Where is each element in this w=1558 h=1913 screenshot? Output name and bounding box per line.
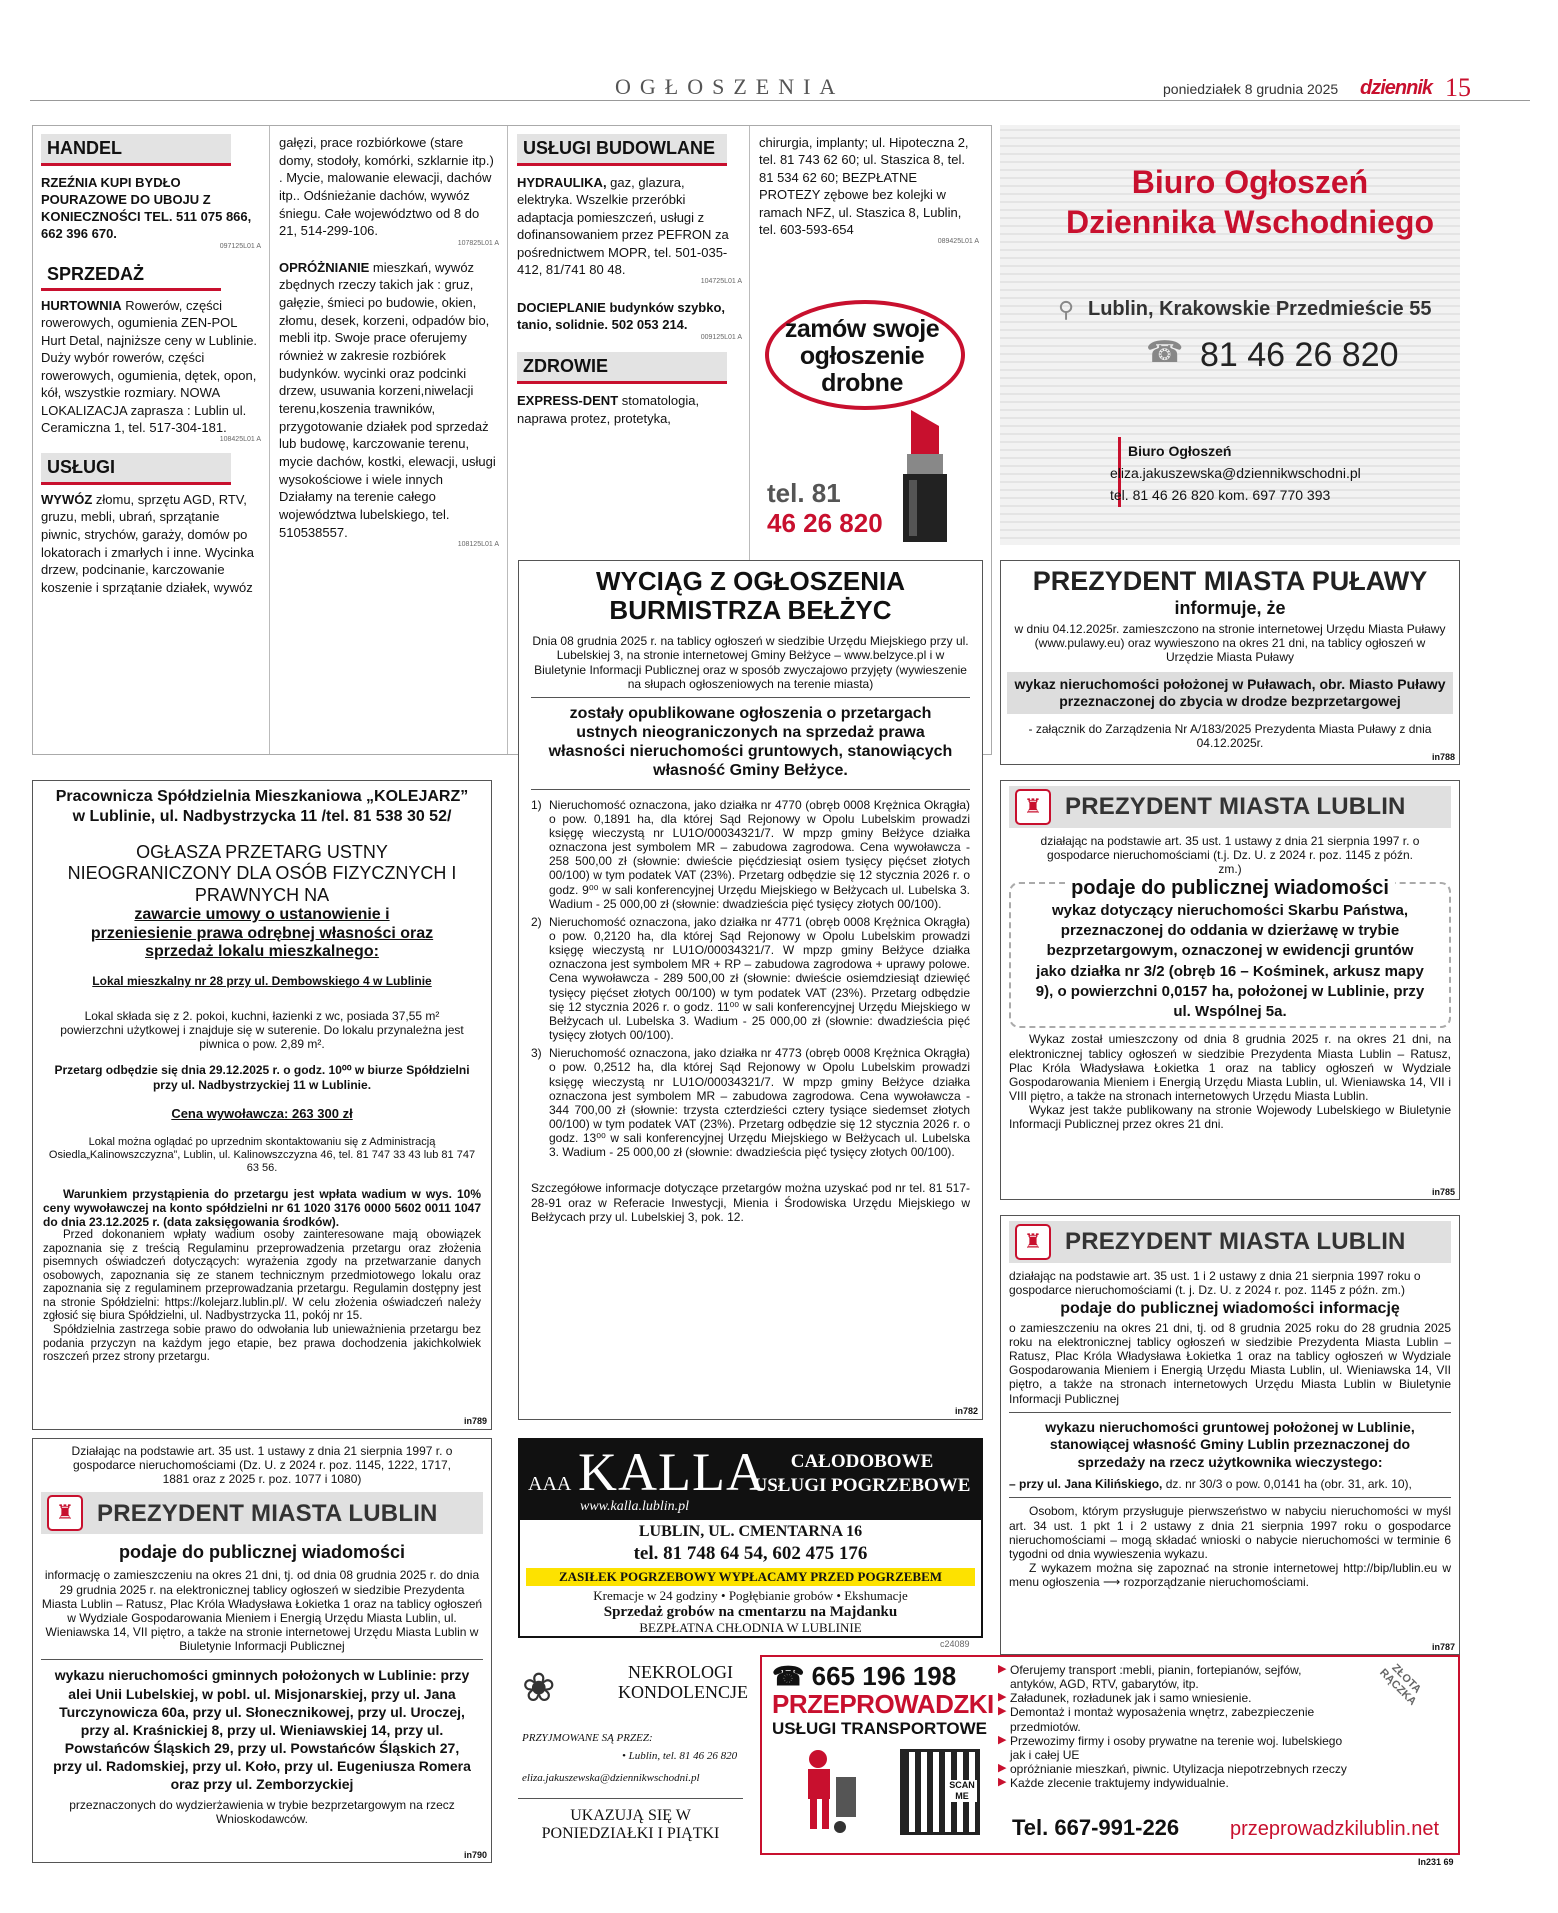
przeprowadzki-website[interactable]: przeprowadzkilublin.net xyxy=(1230,1818,1440,1840)
biuro-address: Lublin, Krakowskie Przedmieście 55 xyxy=(1088,298,1432,320)
biuro-title-2: Dziennika Wschodniego xyxy=(1065,204,1435,240)
pulawy-title: PREZYDENT MIASTA PUŁAWY xyxy=(1032,566,1428,596)
lublin1-dashed-frame xyxy=(1009,877,1451,1028)
list-item-text: Przewozimy firmy i osoby prywatne na terenie woj. lubelskiego jak i całej UE xyxy=(1010,1733,1343,1762)
notice-code: in787 xyxy=(1431,1642,1455,1653)
ad-code: In231 69 xyxy=(1418,1857,1454,1867)
promo-tel-number: 46 26 820 xyxy=(767,508,883,538)
item-text: Nieruchomość oznaczona, jako działka nr 4770 (obręb 0008 Krężnica Okrągła) o pow. 0,1891 ha, dla której Sąd Rejonowy w Opolu Lubelskim prowadzi księgę wieczystą nr LU1O/00034321/7. W mpzp gminy Bełżyce działka oznaczona jest symbolem MR – zabudowa zagrodowa. Cena wywoławcza - 258 500,00 zł (słownie: dwieście pięćdziesiąt osiem tysięcy pięćset złotych 00/100) w tym podatek VAT (23%). Przetarg odbędzie się 12 stycznia 2026 r. o godz. 9⁰⁰ w sali konferencyjnej Urzędu Miejskiego w Bełżycach ul. Lubelska 3. Wadium - 25 000,00 zł (słownie: dwadzieścia pięć tysięcy złotych 00/100). xyxy=(549,797,970,911)
nekrologi-title-2: KONDOLENCJE xyxy=(618,1682,748,1702)
kolejarz-p1: Lokal składa się z 2. pokoi, kuchni, łazienki z wc, posiada 37,55 m² powierzchni użytkowej i znajduje się w suterenie. Do lokalu przynależna jest piwnica o pow. 2,89 m². xyxy=(60,1008,464,1052)
lublin-header xyxy=(1009,786,1451,828)
ad-code: 108425L01 A xyxy=(219,436,261,444)
ad-text: Rowerów, części rowerowych, ogumienia ZEN-POL Hurt Detal, najniższe ceny w Lublinie. Duży wybór rowerów, części rowerowych, ogumienia, dętek, opon, kół, wszystkie rozmiary. NOWA LOKALIZACJA zaprasza : Lublin ul. Ceramiczna 1, tel. 517-304-181. xyxy=(41,298,258,435)
lublin2-intro: działając na podstawie art. 35 ust. 1 i 2 ustawy z dnia 21 sierpnia 1997 roku o gospodarce nieruchomościami (t. j. Dz. U. z 2024 r. poz. 1145 z późn. zm.) xyxy=(1009,1269,1421,1298)
kalla-line-2: Sprzedaż grobów na cmentarzu na Majdanku xyxy=(603,1604,898,1620)
nekrologi-title-1: NEKROLOGI xyxy=(628,1662,733,1682)
brand-logo: dziennik xyxy=(1360,77,1433,99)
promo-tel-prefix: tel. 81 xyxy=(767,478,841,508)
biuro-title-1: Biuro Ogłoszeń xyxy=(1131,164,1369,200)
heading-budowlane: USŁUGI BUDOWLANE xyxy=(517,134,727,166)
kalla-ad xyxy=(518,1438,983,1638)
przeprowadzki-phone: 665 196 198 xyxy=(811,1661,957,1691)
notice-code: in788 xyxy=(1431,752,1455,763)
kalla-aaa: AAA xyxy=(528,1473,572,1495)
belzyce-item xyxy=(531,1046,970,1159)
list-item xyxy=(998,1776,1348,1790)
ad-code: 009125L01 A xyxy=(700,333,742,341)
promo-zamow-ogloszenie xyxy=(757,298,985,558)
pulawy-notice xyxy=(1000,560,1460,765)
pulawy-footer: - załącznik do Zarządzenia Nr A/183/2025 Prezydenta Miasta Puławy z dnia 04.12.2025r. xyxy=(1028,721,1432,751)
belzyce-lead: zostały opublikowane ogłoszenia o przetargach ustnych nieograniczonych na sprzedaż prawa własności nieruchomości gruntowych, stanowiących własność Gminy Bełżyce. xyxy=(548,704,953,780)
belzyce-intro: Dnia 08 grudnia 2025 r. na tablicy ogłoszeń w siedzibie Urzędu Miejskiego przy ul. Lubelskiej 3, na stronie internetowej Gminy Bełżyce – www.belzyce.pl i w Biuletynie Informacji Publicznej oraz w sposób zwyczajowo przyjęty (wywieszenie na słupach ogłoszeniowych na terenie miasta) xyxy=(532,634,969,691)
zlota-raczka-badge: ZŁOTA RĄCZKA xyxy=(1377,1661,1424,1708)
classifieds-col-3 xyxy=(517,134,742,427)
notice-code: in785 xyxy=(1431,1187,1455,1198)
kalla-website[interactable]: www.kalla.lublin.pl xyxy=(580,1499,690,1514)
kolejarz-p6: Spółdzielnia zastrzega sobie prawo do odwołania lub unieważnienia przetargu bez podania przyczyn na każdym jego etapie, bez prawa dochodzenia jakichkolwiek roszczeń przez strony przetargu. xyxy=(43,1323,481,1364)
lublin1-p1: Wykaz został umieszczony od dnia 8 grudnia 2025 r. na okres 21 dni, na elektronicznej tablicy ogłoszeń w siedzibie Prezydenta Miasta Lublin – Ratusz, Plac Króla Władysława Łokietka 1 oraz na tablicy ogłoszeń w Wydziale Gospodarowania Mieniem i Energią Urzędu Miasta Lublin, ul. Wieniawska 14, VII i VIII piętro, a także na stronach internetowych Urzędu Miasta Lublin. xyxy=(1009,1032,1451,1103)
lublin-notice-3 xyxy=(32,1438,492,1863)
lublin1-bold: wykaz dotyczący nieruchomości Skarbu Państwa, przeznaczonej do oddania w dzierżawę w trybie bezprzetargowym, oznaczonej w ewidencji gruntów jako działka nr 3/2 (obręb 16 – Kośminek, arkusz mapy 9), o powierzchni 0,0157 ha, położonej w Lublinie, przy ul. Wspólnej 5a. xyxy=(1035,901,1425,1021)
ad-code: 107825L01 A xyxy=(457,240,499,248)
lublin2-subtitle: podaje do publicznej wiadomości informację xyxy=(1060,1300,1400,1318)
notice-code: in789 xyxy=(463,1416,487,1427)
kalla-line-1: Kremacje w 24 godziny • Pogłębianie grobów • Ekshumacje xyxy=(593,1588,908,1603)
kalla-services: CAŁODOBOWE USŁUGI POGRZEBOWE xyxy=(753,1451,971,1496)
ad-lead: EXPRESS-DENT xyxy=(517,393,619,409)
page-header xyxy=(30,72,1530,102)
lublin2-p2: Osobom, którym przysługuje pierwszeństwo w nabyciu nieruchomości w myśl art. 34 ust. 1 pkt 1 i 2 ustawy z dnia 21 sierpnia 1997 roku o gospodarce nieruchomościami – mogą składać wnioski o nabycie nieruchomości w terminie 6 tygodni od dnia wywieszenia wykazu. xyxy=(1009,1504,1451,1561)
belzyce-item xyxy=(531,915,970,1042)
ad-text: złomu, sprzętu AGD, RTV, gruzu, mebli, ubrań, sprzątanie piwnic, strychów, garaży, domów po lokatorach i zmarłych i inne. Wycinka drzew, podcinanie, karczowanie koszenie i sprzątanie działek, wywóz xyxy=(41,491,255,596)
biuro-contact-email: eliza.jakuszewska@dziennikwschodni.pl xyxy=(1110,465,1361,481)
kalla-address: LUBLIN, UL. CMENTARNA 16 xyxy=(638,1523,863,1540)
notice-code: in782 xyxy=(954,1406,978,1417)
belzyce-title-2: BURMISTRZA BEŁŻYC xyxy=(609,594,892,625)
notice-code: in790 xyxy=(463,1850,487,1861)
classifieds-col-1 xyxy=(41,134,261,597)
kolejarz-p2: Przetarg odbędzie się dnia 29.12.2025 r. o godz. 10⁰⁰ w biurze Spółdzielni przy ul. Nadbystrzyckiej 11 w Lublinie. xyxy=(54,1063,470,1092)
lublin2-item-plot: dz. nr 30/3 o pow. 0,0141 ha (obr. 31, ark. 10), xyxy=(1162,1477,1412,1492)
kolejarz-tender-title: OGŁASZA PRZETARG USTNY NIEOGRANICZONY DLA OSÓB FIZYCZNYCH I PRAWNYCH NA xyxy=(67,842,457,905)
ad-lead: OPRÓŻNIANIE xyxy=(279,259,370,275)
belzyce-title-1: WYCIĄG Z OGŁOSZENIA xyxy=(595,566,906,596)
lublin2-item xyxy=(1009,1477,1451,1491)
ad-oproznianie xyxy=(279,259,499,542)
nekrologi-line-2: • Lublin, tel. 81 46 26 820 xyxy=(622,1750,738,1762)
bullet-icon: ▶ xyxy=(998,1705,1007,1718)
kalla-phone: tel. 81 748 64 54, 602 475 176 xyxy=(633,1543,868,1564)
kolejarz-price: Cena wywoławcza: 263 300 zł xyxy=(171,1105,353,1121)
lublin-header xyxy=(1009,1221,1451,1263)
lipstick-icon xyxy=(897,410,957,545)
ad-text: gaz, glazura, elektryka. Wszelkie przeróbki adaptacja pomieszczeń, usługi z dofinansowaniem przez PEFRON za pośrednictwem MOPR, tel. 501-035-412, 81/741 80 48. xyxy=(517,174,729,277)
qr-scan-label: SCAN ME xyxy=(947,1780,977,1802)
przeprowadzki-tel: Tel. 667-991-226 xyxy=(1012,1815,1180,1840)
ad-lead: WYWÓZ xyxy=(41,491,93,507)
ad-wywoz xyxy=(41,491,261,597)
nekrologi-footer-1: UKAZUJĄ SIĘ W xyxy=(570,1807,691,1824)
list-item-text: Oferujemy transport :mebli, pianin, fortepianów, sejfów, antyków, AGD, RTV, gabarytów, itp. xyxy=(1010,1663,1302,1692)
kolejarz-header-2: w Lublinie, ul. Nadbystrzycka 11 /tel. 81 538 30 52/ xyxy=(72,807,452,825)
qr-code[interactable] xyxy=(900,1749,980,1835)
list-item-text: Każde zlecenie traktujemy indywidualnie. xyxy=(1010,1776,1229,1791)
nekrologi-footer-2: PONIEDZIAŁKI I PIĄTKI xyxy=(541,1825,720,1842)
item-number: 3) xyxy=(531,1046,542,1061)
ad-code: 097125L01 A xyxy=(219,242,261,250)
kalla-band: ZASIŁEK POGRZEBOWY WYPŁACAMY PRZED POGRZEBEM xyxy=(526,1568,975,1586)
kolejarz-header-1: Pracownicza Spółdzielnia Mieszkaniowa „KOLEJARZ” xyxy=(55,788,469,805)
kalla-name: KALLA xyxy=(578,1442,766,1502)
kolejarz-apartment: Lokal mieszkalny nr 28 przy ul. Dembowskiego 4 w Lublinie xyxy=(92,974,432,989)
lublin-title: PREZYDENT MIASTA LUBLIN xyxy=(97,1499,438,1527)
biuro-phone: 81 46 26 820 xyxy=(1200,336,1399,374)
bullet-icon: ▶ xyxy=(998,1733,1007,1746)
list-item xyxy=(998,1663,1348,1691)
pulawy-text: w dniu 04.12.2025r. zamieszczono na stronie internetowej Urzędu Miasta Puławy (www.pulawy.eu) oraz wywieszono na okres 21 dni, na tablicy ogłoszeń w Urzędzie Miasta Puławy xyxy=(1014,621,1446,665)
heading-sprzedaz: SPRZEDAŻ xyxy=(41,261,221,291)
page-number: 15 xyxy=(1445,73,1471,102)
lublin-crest-icon: ♜ xyxy=(47,1495,83,1531)
bullet-icon: ▶ xyxy=(998,1663,1007,1675)
ad-express-dent-cont: chirurgia, implanty; ul. Hipoteczna 2, tel. 81 743 62 60; ul. Staszica 8, tel. 81 534 62 60; BEZPŁATNE PROTEZY zębowe bez kolejki w ramach NFZ, ul. Staszica 8, Lublin, tel. 603-593-654 xyxy=(759,135,969,238)
kolejarz-tender-subject: zawarcie umowy o ustanowienie i przeniesienie prawa odrębnej własności oraz sprzedaż lokalu mieszkalnego: xyxy=(90,905,434,961)
list-item xyxy=(998,1691,1348,1705)
lublin1-subtitle: podaje do publicznej wiadomości xyxy=(1065,876,1395,900)
heading-uslugi: USŁUGI xyxy=(41,453,231,485)
biuro-contact-phone: tel. 81 46 26 820 kom. 697 770 393 xyxy=(1110,487,1331,503)
kolejarz-p5: Przed dokonaniem wpłaty wadium osoby zainteresowane mają obowiązek zapoznania się z treścią Regulaminu przeprowadzenia przetargu oraz złożenia pisemnych oświadczeń dotyczących: wyrażenia zgody na przetwarzanie danych osobowych, zapoznania się ze stanem technicznym przedmiotowego lokalu oraz zapoznania się z regulaminem przeprowadzania przetargu. Regulamin dostępny jest na stronie Spółdzielni: https://kolejarz.lublin.pl/. W celu złożenia oświadczeń należy zgłosić się biura Spółdzielni, ul. Nadbystrzycka 11, pokój nr 15. xyxy=(43,1229,481,1323)
lublin-title: PREZYDENT MIASTA LUBLIN xyxy=(1065,1228,1406,1256)
lublin1-intro: działając na podstawie art. 35 ust. 1 ustawy z dnia 21 sierpnia 1997 r. o gospodarce nieruchomościami (t.j. Dz. U. z 2024 r. poz. 1145 z późn. zm.) xyxy=(1040,834,1420,877)
lublin-notice-1 xyxy=(1000,780,1460,1200)
lublin3-subtitle: podaje do publicznej wiadomości xyxy=(118,1542,406,1563)
lublin-crest-icon: ♜ xyxy=(1015,1224,1051,1260)
classifieds-col-4 xyxy=(759,134,979,247)
classifieds-col-2 xyxy=(279,134,499,550)
section-title: OGŁOSZENIA xyxy=(615,74,845,99)
pulawy-subtitle: informuje, że xyxy=(1174,597,1286,618)
przeprowadzki-sub: USŁUGI TRANSPORTOWE xyxy=(772,1719,988,1738)
bullet-icon: ▶ xyxy=(998,1762,1007,1775)
lublin2-bold: wykazu nieruchomości gruntowej położonej w Lublinie, stanowiącej własność Gminy Lublin przeznaczonej do sprzedaży na rzecz użytkownika wieczystego: xyxy=(1045,1418,1415,1470)
kolejarz-notice xyxy=(32,780,492,1430)
lublin2-p1: o zamieszczeniu na okres 21 dni, tj. od 8 grudnia 2025 roku do 28 grudnia 2025 roku na elektronicznej tablicy ogłoszeń w siedzibie Prezydenta Miasta Lublin – Ratusz, Plac Króla Władysława Łokietka 1 oraz na tablicy ogłoszeń w Wydziale Gospodarowania Mieniem i Energią Urzędu Miasta Lublin, ul. Wieniawska 14, VII piętro, a także na stronach internetowych Urzędu Miasta Lublin w Biuletynie Informacji Publicznej xyxy=(1009,1320,1451,1406)
ad-lead: HYDRAULIKA, xyxy=(517,174,607,190)
list-item xyxy=(998,1762,1348,1776)
list-item xyxy=(998,1705,1348,1733)
belzyce-item-list xyxy=(531,798,970,1160)
ad-code: 104725L01 A xyxy=(700,278,742,286)
lublin3-intro: Działając na podstawie art. 35 ust. 1 ustawy z dnia 21 sierpnia 1997 r. o gospodarce nieruchomościami (Dz. U. z 2024 r. poz. 1145, 1222, 1717, 1881 oraz z 2025 r. poz. 1077 i 1080) xyxy=(71,1444,453,1487)
lublin1-p2: Wykaz jest także publikowany na stronie Wojewody Lubelskiego w Biuletynie Informacji Publicznej przez okres 21 dni. xyxy=(1009,1103,1451,1132)
belzyce-notice xyxy=(518,560,983,1420)
heading-zdrowie: ZDROWIE xyxy=(517,352,727,384)
phone-icon: ☎ xyxy=(1146,336,1184,369)
promo-bubble-text: zamów swoje ogłoszenie drobne xyxy=(784,315,940,397)
location-pin-icon: ⚲ xyxy=(1058,297,1075,322)
kolejarz-p4: Warunkiem przystąpienia do przetargu jest wpłata wadium w wys. 10% ceny wywoławczej na konto spółdzielni nr 61 1020 3176 0000 5602 0011 1047 do dnia 23.12.2025 r. (data zaksięgowania środków). xyxy=(43,1186,481,1229)
lublin2-item-street: – przy ul. Jana Kilińskiego, xyxy=(1009,1477,1163,1492)
lublin-notice-2 xyxy=(1000,1215,1460,1655)
ad-express-dent xyxy=(517,392,742,427)
bullet-icon: ▶ xyxy=(998,1776,1007,1789)
nekrologi-line-1: PRZYJMOWANE SĄ PRZEZ: xyxy=(522,1732,653,1744)
ad-docieplanie: DOCIEPLANIE budynków szybko, tanio, solidnie. 502 053 214. xyxy=(517,299,726,333)
nekrologi-line-3: eliza.jakuszewska@dziennikwschodni.pl xyxy=(522,1772,700,1784)
item-number: 1) xyxy=(531,797,542,812)
ad-wywoz-cont: gałęzi, prace rozbiórkowe (stare domy, stodoły, komórki, szklarnie itp.) . Mycie, malowanie elewacji, dachów itp.. Odśnieżanie dachów, wywóz śniegu. Całe województwo od 8 do 21, 514-299-106. xyxy=(279,135,494,239)
przeprowadzki-list xyxy=(998,1663,1348,1790)
bullet-icon: ▶ xyxy=(998,1691,1007,1704)
ad-text: mieszkań, wywóz zbędnych rzeczy takich jak : gruz, gałęzie, śmieci po budowie, okien, złomu, desek, korzeni, odpadów bio, mebli itp. Swoje prace oferujemy również w zakresie rozbiórek budynków. wycinki oraz podcinki drzew, usuwania korzeni,niwelacji terenu,koszenia trawników, przygotowanie działek pod sprzedaż lub budowę, karczowanie terenu, mycie dachów, kostki, elewacji, usługi wysokościowe i wiele innych Działamy na terenie całego województwa lubelskiego, tel. 510538557. xyxy=(279,259,496,540)
kalla-line-3: BEZPŁATNA CHŁODNIA W LUBLINIE xyxy=(639,1620,862,1635)
ad-code: 108125L01 A xyxy=(457,541,499,549)
item-text: Nieruchomość oznaczona, jako działka nr 4773 (obręb 0008 Krężnica Okrągła) o pow. 0,2512 ha, dla której Sąd Rejonowy w Opolu Lubelskim prowadzi księgę wieczystą nr LU1O/00034321/7. W mpzp gminy Bełżyce działka oznaczona jest symbolem MR – zabudowa zagrodowa. Cena wywoławcza - 344 700,00 zł (słownie: trzysta czterdzieści cztery tysiące siedemset złotych 00/100) w tym podatek VAT (23%). Przetarg odbędzie się 12 stycznia 2026 r. o godz. 13⁰⁰ w sali konferencyjnej Urzędu Miejskiego w Bełżycach ul. Lubelska 3. Wadium - 25 000,00 zł (słownie: dwadzieścia pięć tysięcy złotych 00/100). xyxy=(549,1046,970,1160)
lublin-title: PREZYDENT MIASTA LUBLIN xyxy=(1065,793,1406,821)
ad-rzeznia: RZEŹNIA KUPI BYDŁO POURAZOWE DO UBOJU Z KONIECZNOŚCI TEL. 511 075 866, 662 396 670. xyxy=(41,174,252,242)
lublin2-p3: Z wykazem można się zapoznać na stronie internetowej http://bip/lublin.eu w menu ogłoszenia ⟶ rozporządzanie nieruchomościami. xyxy=(1009,1561,1451,1590)
item-text: Nieruchomość oznaczona, jako działka nr 4771 (obręb 0008 Krężnica Okrągła) o pow. 0,2120 ha, dla której Sąd Rejonowy w Opolu Lubelskim prowadzi księgę wieczystą nr LU1O/00034321/7. W mpzp gminy Bełżyce działka oznaczona jest symbolem MR + RP – zabudowa zagrodowa + uprawy polowe. Cena wywoławcza - 289 500,00 zł (słownie: dwieście osiemdziesiąt dziewięć tysięcy pięćset złotych 00/100) w tym podatek VAT (23%). Przetarg odbędzie się 12 stycznia 2026 r. o godz. 11⁰⁰ w sali konferencyjnej Urzędu Miejskiego w Bełżycach ul. Lubelska 3. Wadium - 25 000,00 zł (słownie: dwadzieścia pięć tysięcy złotych 00/100). xyxy=(549,914,970,1043)
item-number: 2) xyxy=(531,914,542,929)
lublin3-bold: wykazu nieruchomości gminnych położonych w Lublinie: przy alei Unii Lubelskiej, w pobl. ul. Misjonarskiej, przy ul. Jana Turczynowicza 60a, przy ul. Słonecznikowej, przy ul. Uroczej, przy al. Kraśnickiej 8, przy ul. Wieniawskiej 14, przy ul. Powstańców Śląskich 29, przy ul. Powstańców Śląskich 27, przy ul. Radomskiej, przy ul. Koło, przy ul. Eugeniusza Romera oraz przy ul. Zemborzyckiej xyxy=(53,1667,471,1793)
list-item-text: Załadunek, rozładunek jak i samo wniesienie. xyxy=(1010,1691,1252,1706)
ad-text: stomatologia, naprawa protez, protetyka, xyxy=(517,393,700,426)
lublin3-p2: przeznaczonych do wydzierżawienia w trybie bezprzetargowym na rzecz Wnioskodawców. xyxy=(69,1797,455,1826)
belzyce-outro: Szczegółowe informacje dotyczące przetargów można uzyskać pod nr tel. 81 517-28-91 oraz w Referacie Inwestycji, Mienia i Środowiska Urzędu Miejskiego w Bełżycach przy ul. Lubelskiej 3, pok. 12. xyxy=(531,1181,970,1224)
list-item-text: opróżnianie mieszkań, piwnic. Utylizacja niepotrzebnych rzeczy xyxy=(1010,1762,1347,1777)
przeprowadzki-ad xyxy=(760,1655,1460,1855)
issue-date: poniedziałek 8 grudnia 2025 xyxy=(1163,81,1339,97)
lublin3-p1: informację o zamieszczeniu na okres 21 dni, tj. od dnia 08 grudnia 2025 r. do dnia 29 grudnia 2025 r. na elektronicznej tablicy ogłoszeń w siedzibie Prezydenta Miasta Lublin – Ratusz, Plac Króla Władysława Łokietka 1 oraz na tablicy ogłoszeń w Wydziale Gospodarowania Mieniem i Energią Urzędu Miasta Lublin, ul. Wieniawska 14, VII piętro, a także na stronie internetowej Urzędu Miasta Lublin w Biuletynie Informacji Publicznej xyxy=(41,1568,483,1654)
przeprowadzki-phone-row xyxy=(772,1661,956,1693)
ad-code: 089425L01 A xyxy=(937,238,979,246)
ad-hydraulika xyxy=(517,174,742,278)
lublin-crest-icon: ♜ xyxy=(1015,789,1051,825)
kolejarz-p3: Lokal można oglądać po uprzednim skontaktowaniu się z Administracją Osiedla„Kalinowszczyzna”, Lublin, ul. Kalinowszczyzna 46, tel. 81 747 33 43 lub 81 747 63 56. xyxy=(48,1135,476,1174)
mover-icon xyxy=(792,1747,862,1837)
nekrologi-ad xyxy=(518,1660,748,1860)
list-item xyxy=(998,1734,1348,1762)
ad-hurtownia xyxy=(41,297,261,436)
biuro-contact-title: Biuro Ogłoszeń xyxy=(1128,443,1232,459)
kalla-banner xyxy=(520,1440,981,1520)
heading-handel: HANDEL xyxy=(41,134,231,166)
phone-icon: ☎ xyxy=(772,1661,805,1691)
ad-code: c24089 xyxy=(940,1639,970,1649)
przeprowadzki-name: PRZEPROWADZKI xyxy=(772,1689,994,1719)
biuro-ogloszen-ad xyxy=(1000,125,1460,545)
lublin-header xyxy=(41,1492,483,1534)
leaf-icon: ❀ xyxy=(522,1666,556,1710)
list-item-text: Demontaż i montaż wyposażenia wnętrz, zabezpieczenie przedmiotów. xyxy=(1010,1705,1315,1734)
belzyce-item xyxy=(531,798,970,911)
ad-lead: HURTOWNIA xyxy=(41,298,122,314)
pulawy-band: wykaz nieruchomości położonej w Puławach, obr. Miasto Puławy przeznaczonej do zbycia w drodze bezprzetargowej xyxy=(1007,672,1453,714)
